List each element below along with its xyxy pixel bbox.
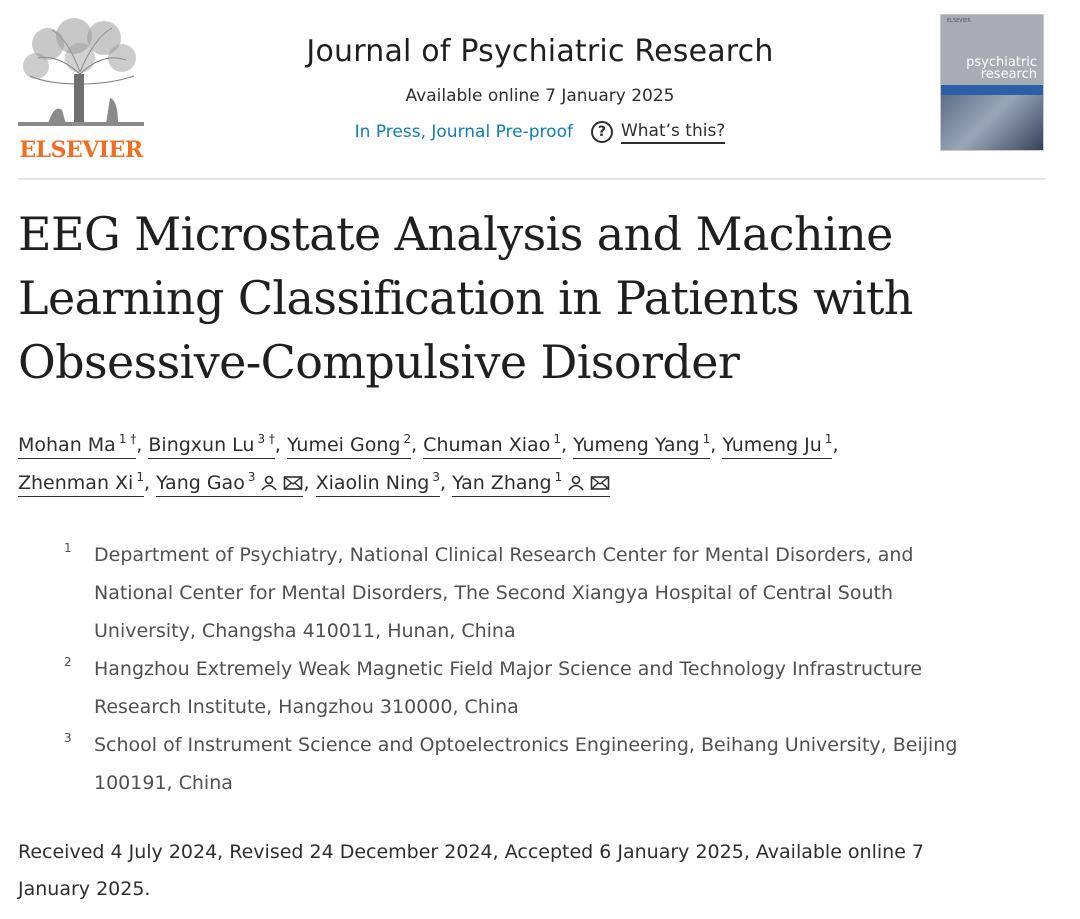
author-sup: 1 [824, 432, 833, 446]
journal-info [200, 30, 880, 146]
article-title-line: Learning Classification in Patients with [18, 271, 913, 325]
status-row [200, 118, 880, 146]
author-link-bingxun-lu[interactable] [148, 434, 275, 459]
envelope-icon [590, 475, 610, 491]
person-icon [566, 475, 586, 491]
affiliation-number: 1 [64, 541, 72, 555]
cover-title-line2: research [980, 67, 1037, 82]
article-title [18, 202, 1058, 394]
question-circle-icon: ? [591, 121, 613, 143]
author-sup: 3 † [257, 432, 275, 446]
affiliation-number: 2 [64, 655, 72, 669]
affiliation-line: School of Instrument Science and Optoelectronics Engineering, Beihang University, Beijing [94, 734, 958, 756]
author-sup: 3 [247, 470, 256, 484]
author-link-yumeng-ju[interactable] [722, 434, 832, 459]
author-name: Zhenman Xi [18, 472, 134, 494]
author-link-mohan-ma[interactable] [18, 434, 136, 459]
affiliation-number: 3 [64, 731, 72, 745]
affiliation-line: 100191, China [94, 772, 233, 794]
elsevier-tree-icon [18, 14, 144, 126]
author-link-yumeng-yang[interactable] [573, 434, 710, 459]
affiliation-item [64, 650, 1054, 726]
author-name: Yan Zhang [452, 472, 552, 494]
article-title-line: EEG Microstate Analysis and Machine [18, 207, 893, 261]
affiliation-text [94, 536, 1054, 650]
author-name: Xiaolin Ning [315, 472, 430, 494]
envelope-icon [283, 475, 303, 491]
affiliation-line: Hangzhou Extremely Weak Magnetic Field Major Science and Technology Infrastructure [94, 658, 923, 680]
author-list: Mohan Ma $^{1 \dagger}$, Bingxun Lu $^{3 \dagger}$, Yumei Gong $^2$, Chuman Xiao $^1$, Yumeng Yang $^1$, Yumeng Ju $^1$, Zhenman Xi $^1$, Yang Gao $^3$ , Xiaolin Ning $^3$, Yan Zhang $^1$ [18, 426, 1068, 502]
author-name: Yumeng Yang [573, 434, 700, 456]
author-sup: 1 † [118, 432, 137, 446]
cover-brand: ELSEVIER [947, 18, 971, 24]
whats-this-button[interactable] [591, 121, 725, 144]
author-name: Yumei Gong [287, 434, 401, 456]
elsevier-logo[interactable] [18, 14, 144, 163]
in-press-status-link[interactable]: In Press, Journal Pre-proof [354, 122, 573, 142]
affiliation-item [64, 536, 1054, 650]
header-divider [18, 178, 1045, 180]
author-sup: 3 [432, 470, 440, 484]
dates-line: Received 4 July 2024, Revised 24 December 2024, Accepted 6 January 2025, Available online 7 [18, 841, 925, 863]
affiliation-text [94, 650, 1054, 726]
affiliation-text [94, 726, 1054, 802]
affiliation-line: National Center for Mental Disorders, The Second Xiangya Hospital of Central South [94, 582, 894, 604]
author-name: Chuman Xiao [423, 434, 551, 456]
article-title-line: Obsessive-Compulsive Disorder [18, 335, 740, 389]
author-sup: 1 [553, 432, 561, 446]
author-sup: 2 [403, 432, 412, 446]
author-link-yan-zhang[interactable] [452, 472, 610, 497]
person-icon [259, 475, 279, 491]
author-link-xiaolin-ning[interactable] [316, 472, 440, 497]
cover-brain-image [941, 95, 1044, 151]
availability-date: Available online 7 January 2025 [405, 86, 675, 106]
affiliation-line: University, Changsha 410011, Hunan, China [94, 620, 516, 642]
journal-cover-thumbnail[interactable] [940, 14, 1044, 151]
whats-this-label: What’s this? [621, 121, 725, 144]
author-link-chuman-xiao[interactable] [423, 434, 561, 459]
cover-band [941, 85, 1044, 95]
affiliation-list [64, 536, 1054, 802]
author-sup: 1 [136, 470, 144, 484]
cover-title-line1: psychiatric [966, 55, 1037, 70]
author-sup: 1 [702, 432, 711, 446]
author-link-yang-gao[interactable] [156, 472, 303, 497]
affiliation-line: Research Institute, Hangzhou 310000, China [94, 696, 519, 718]
author-link-zhenman-xi[interactable] [18, 472, 144, 497]
article-history-dates [18, 834, 1048, 908]
article-header [0, 0, 1080, 180]
author-name: Yumeng Ju [722, 434, 822, 456]
author-name: Bingxun Lu [148, 434, 255, 456]
affiliation-item [64, 726, 1054, 802]
elsevier-wordmark: ELSEVIER [19, 137, 143, 163]
author-sup: 1 [554, 470, 563, 484]
author-name: Yang Gao [156, 472, 245, 494]
affiliation-line: Department of Psychiatry, National Clinical Research Center for Mental Disorders, and [94, 544, 914, 566]
author-name: Mohan Ma [18, 434, 116, 456]
author-link-yumei-gong[interactable] [287, 434, 411, 459]
journal-title-link[interactable]: Journal of Psychiatric Research [306, 34, 774, 69]
dates-line: January 2025. [18, 878, 151, 900]
